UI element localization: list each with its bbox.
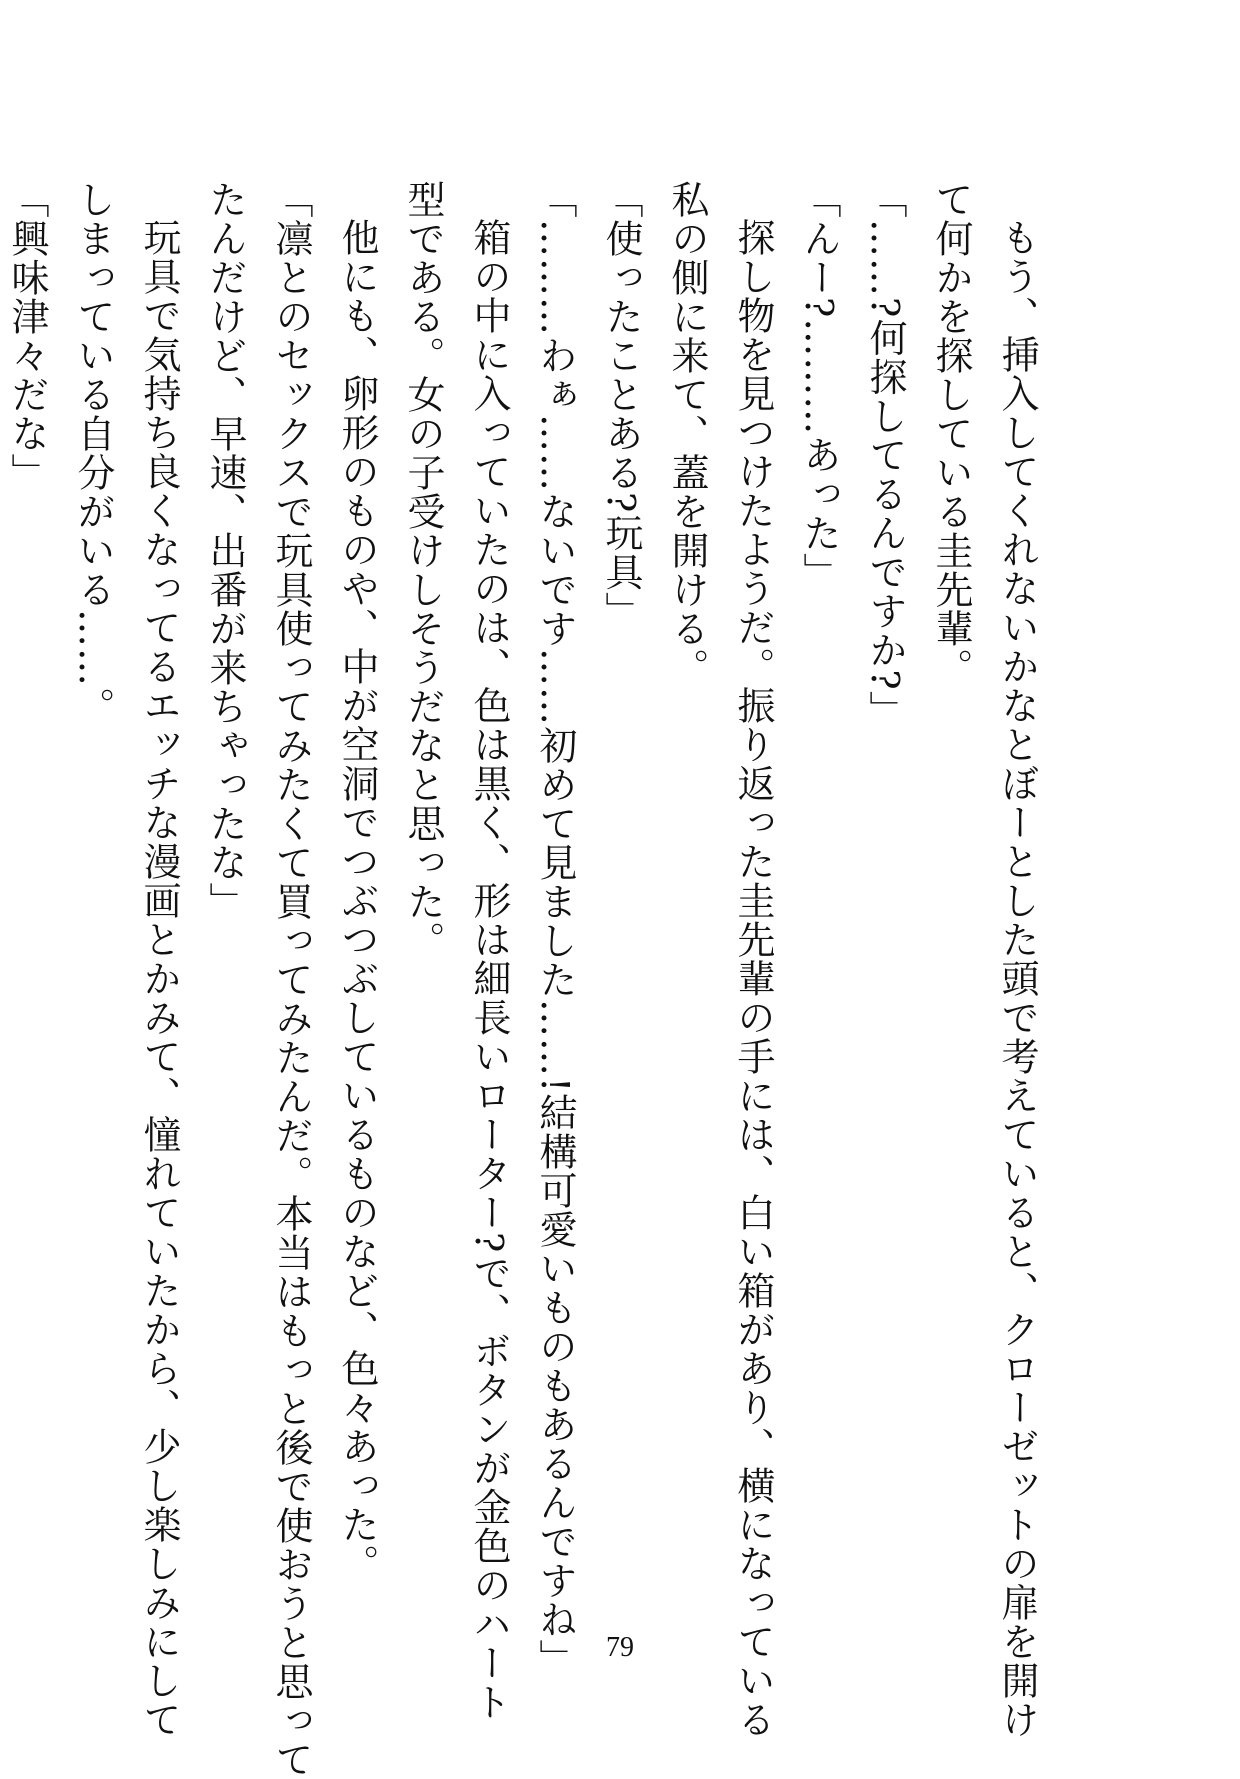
dialogue-line: 「……?何探してるんですか?」 <box>863 180 907 730</box>
dialogue-line: たんだけど、早速、出番が来ちゃったな」 <box>203 180 247 921</box>
text-line: しまっている自分がいる……。 <box>71 180 115 726</box>
text-line: 型である。女の子受けしそうだなと思った。 <box>401 180 445 960</box>
text-line: もう、挿入してくれないかなとぼーとした頭で考えていると、クローゼットの扉を開け <box>995 218 1039 1739</box>
text-line: 他にも、卵形のものや、中が空洞でつぶつぶしているものなど、色々あった。 <box>335 218 379 1583</box>
text-line: 箱の中に入っていたのは、色は黒く、形は細長いローター?で、ボタンが金色のハート <box>467 218 511 1722</box>
text-line: 私の側に来て、蓋を開ける。 <box>665 180 709 687</box>
dialogue-line: 「凛とのセックスで玩具使ってみたくて買ってみたんだ。本当はもっと後で使おうと思って <box>269 180 313 1779</box>
dialogue-line: 「んー?………あった」 <box>797 180 841 592</box>
text-line: 玩具で気持ち良くなってるエッチな漫画とかみて、憧れていたから、少し楽しみにして <box>137 218 181 1739</box>
text-line: て何かを探している圭先輩。 <box>929 180 973 687</box>
text-line: 探し物を見つけたようだ。振り返った圭先輩の手には、白い箱があり、横になっている <box>731 218 775 1739</box>
dialogue-line: 「興味津々だな」 <box>5 180 49 492</box>
dialogue-line: 「使ったことある?玩具」 <box>599 180 643 631</box>
page-number: 79 <box>606 1632 634 1663</box>
dialogue-line: 「………わぁ……ないです……初めて見ました……!結構可愛いものもあるんですね」 <box>533 180 577 1679</box>
